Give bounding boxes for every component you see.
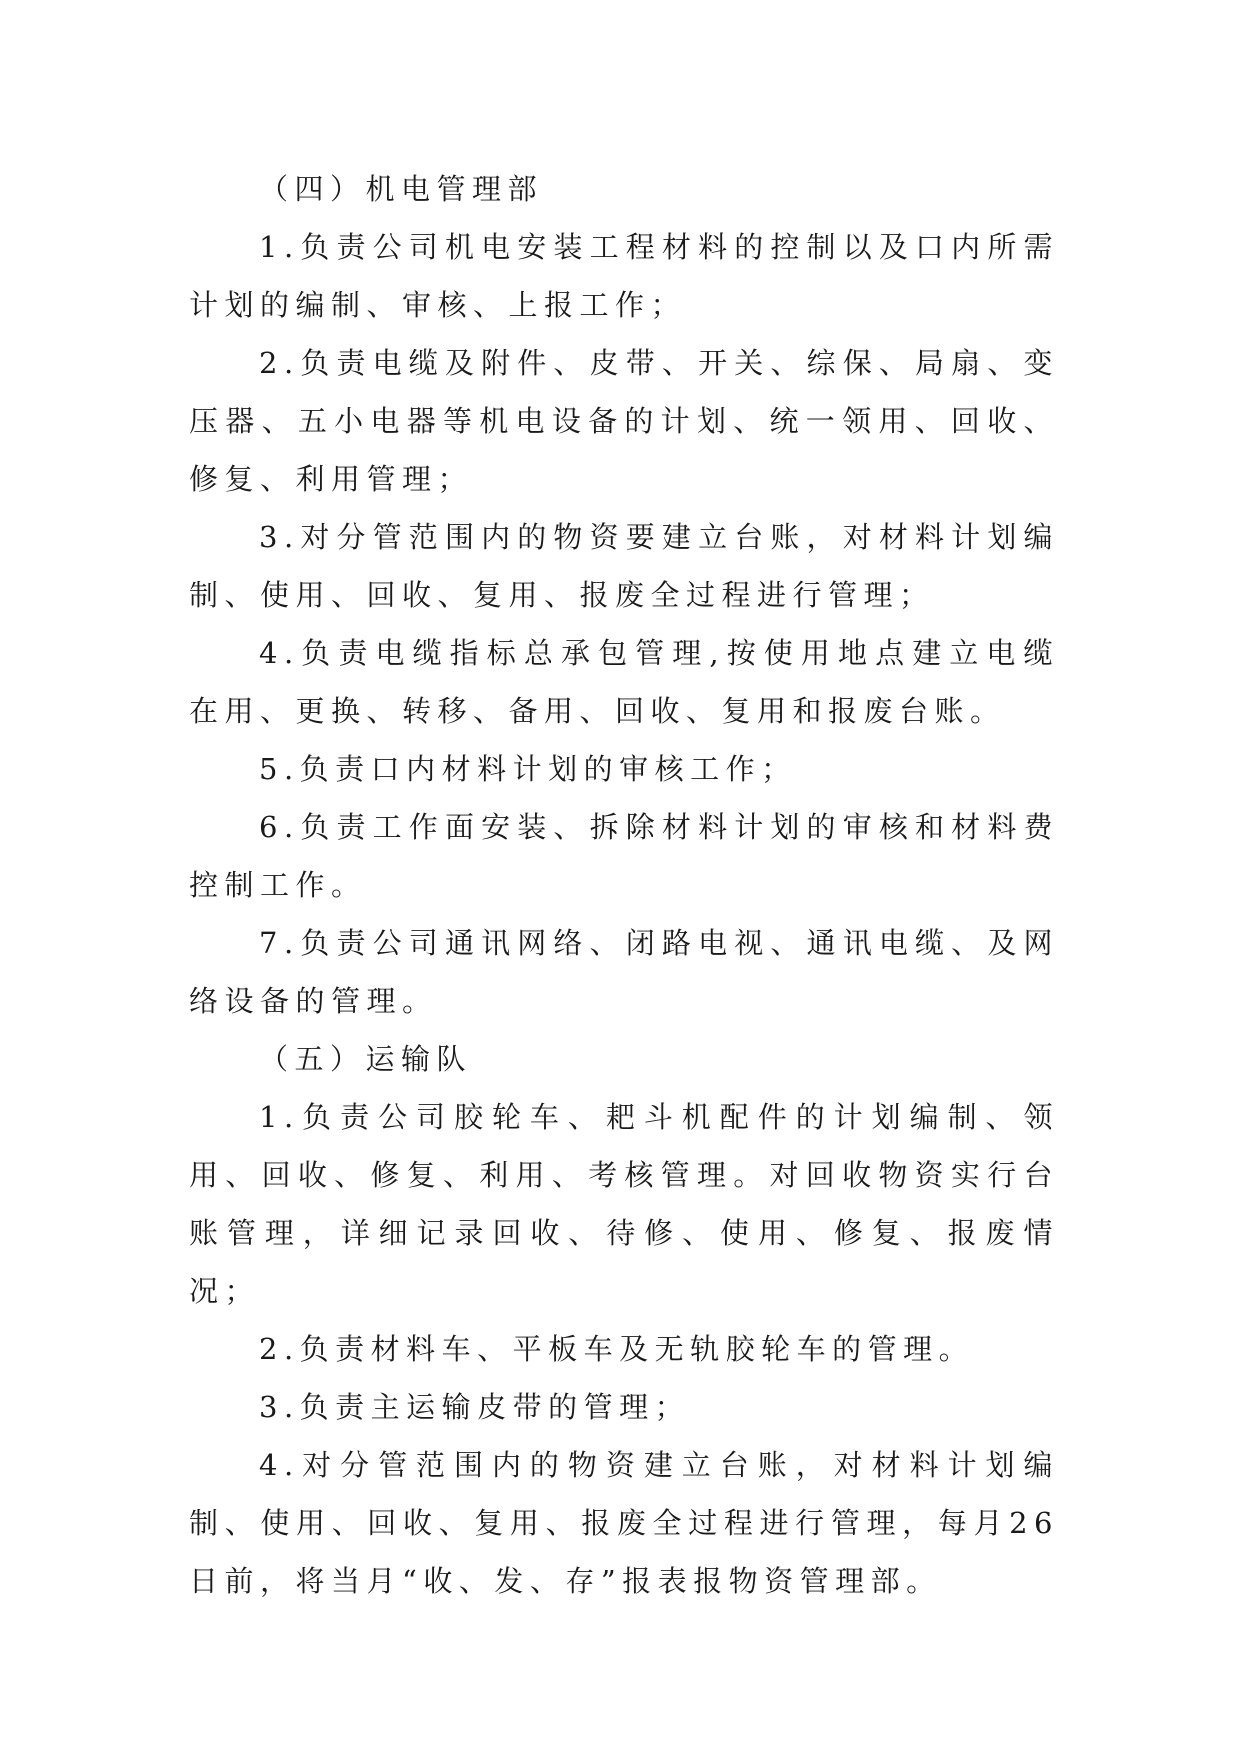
section-heading-mechanical-electrical: （四）机电管理部 <box>259 172 544 206</box>
duty-item: 4.对分管范围内的物资建立台账，对材料计划编制、使用、回收、复用、报废全过程进行管理，每月26日前，将当月“收、发、存”报表报物资管理部。 <box>189 1448 1059 1598</box>
duty-item: 3.对分管范围内的物资要建立台账，对材料计划编制、使用、回收、复用、报废全过程进行管理； <box>189 520 1059 612</box>
section-heading-transport-team: （五）运输队 <box>259 1042 473 1076</box>
duty-item: 2.负责电缆及附件、皮带、开关、综保、局扇、变压器、五小电器等机电设备的计划、统一领用、回收、修复、利用管理； <box>189 346 1059 496</box>
duty-item: 2.负责材料车、平板车及无轨胶轮车的管理。 <box>259 1332 975 1366</box>
duty-item: 1.负责公司胶轮车、耙斗机配件的计划编制、领用、回收、修复、利用、考核管理。对回收物资实行台账管理，详细记录回收、待修、使用、修复、报废情况； <box>189 1100 1059 1308</box>
duty-item: 5.负责口内材料计划的审核工作； <box>259 752 797 786</box>
document-body <box>189 160 1059 1610</box>
duty-item: 1.负责公司机电安装工程材料的控制以及口内所需计划的编制、审核、上报工作； <box>189 230 1059 322</box>
duty-item: 7.负责公司通讯网络、闭路电视、通讯电缆、及网络设备的管理。 <box>189 926 1059 1018</box>
duty-item: 4.负责电缆指标总承包管理,按使用地点建立电缆在用、更换、转移、备用、回收、复用和报废台账。 <box>189 636 1059 728</box>
duty-item: 3.负责主运输皮带的管理； <box>259 1390 691 1424</box>
duty-item: 6.负责工作面安装、拆除材料计划的审核和材料费控制工作。 <box>189 810 1059 902</box>
